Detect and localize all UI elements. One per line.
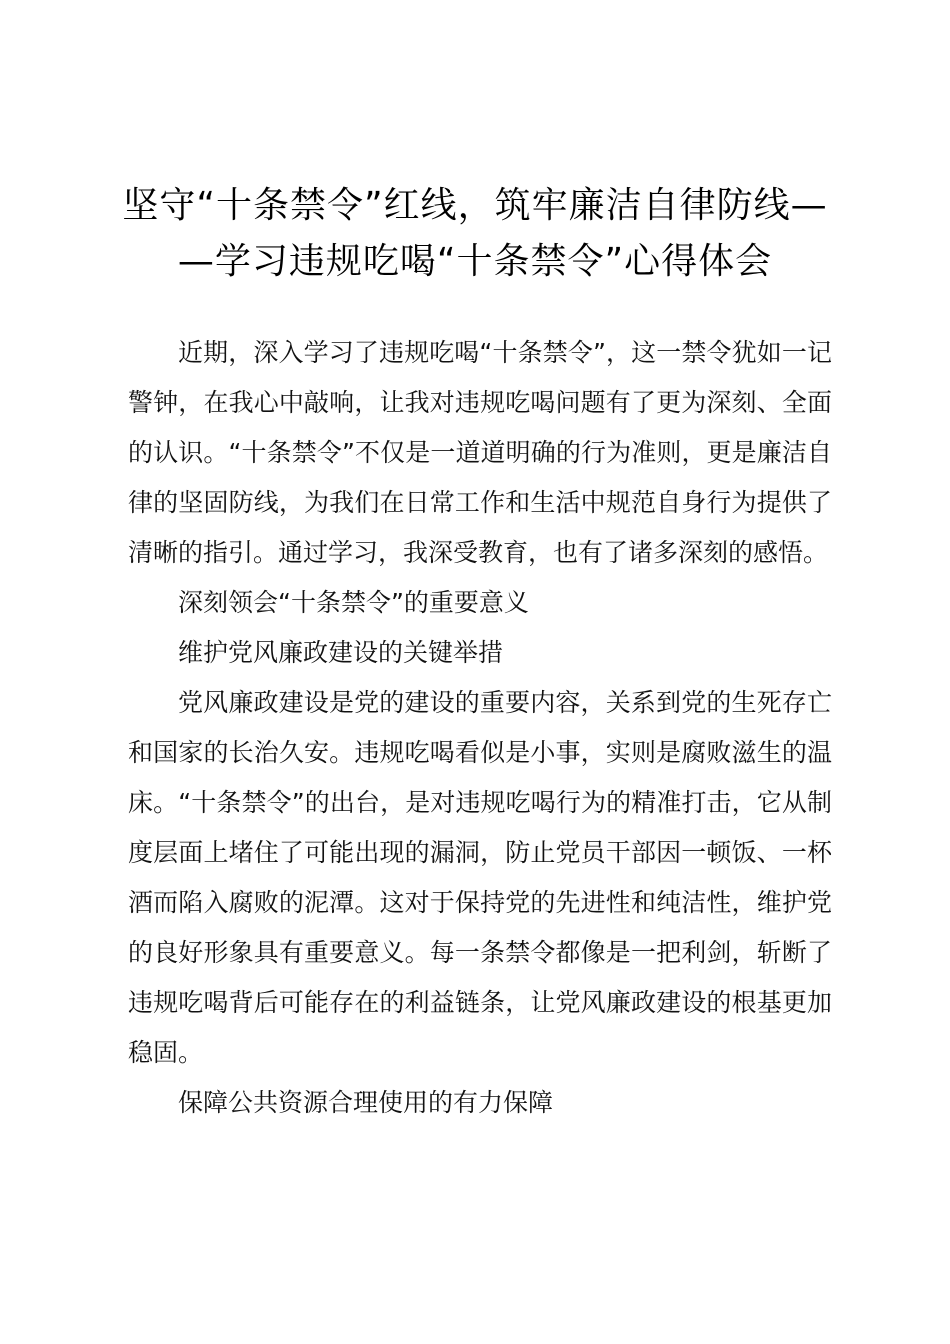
- section-heading-importance: 深刻领会“十条禁令”的重要意义: [178, 588, 529, 617]
- document-body: [128, 328, 832, 1128]
- subsection-paragraph-key-measure: 党风廉政建设是党的建设的重要内容，关系到党的生死存亡和国家的长治久安。违规吃喝看似是小事，实则是腐败滋生的温床。“十条禁令”的出台，是对违规吃喝行为的精准打击，它从制度层面上堵住了可能出现的漏洞，防止党员干部因一顿饭、一杯酒而陷入腐败的泥潭。这对于保持党的先进性和纯洁性，维护党的良好形象具有重要意义。每一条禁令都像是一把利剑，斩断了违规吃喝背后可能存在的利益链条，让党风廉政建设的根基更加稳固。: [128, 688, 832, 1067]
- subsection-heading-key-measure: 维护党风廉政建设的关键举措: [178, 638, 504, 667]
- subsection-heading-public-resources: 保障公共资源合理使用的有力保障: [178, 1088, 554, 1117]
- intro-paragraph: 近期，深入学习了违规吃喝“十条禁令”，这一禁令犹如一记警钟，在我心中敲响，让我对违规吃喝问题有了更为深刻、全面的认识。“十条禁令”不仅是一道道明确的行为准则，更是廉洁自律的坚固防线，为我们在日常工作和生活中规范自身行为提供了清晰的指引。通过学习，我深受教育，也有了诸多深刻的感悟。: [128, 338, 832, 567]
- document-title: [110, 178, 840, 290]
- title-line-2: —学习违规吃喝“十条禁令”心得体会: [177, 241, 773, 282]
- title-line-1: 坚守“十条禁令”红线，筑牢廉洁自律防线—: [122, 185, 828, 226]
